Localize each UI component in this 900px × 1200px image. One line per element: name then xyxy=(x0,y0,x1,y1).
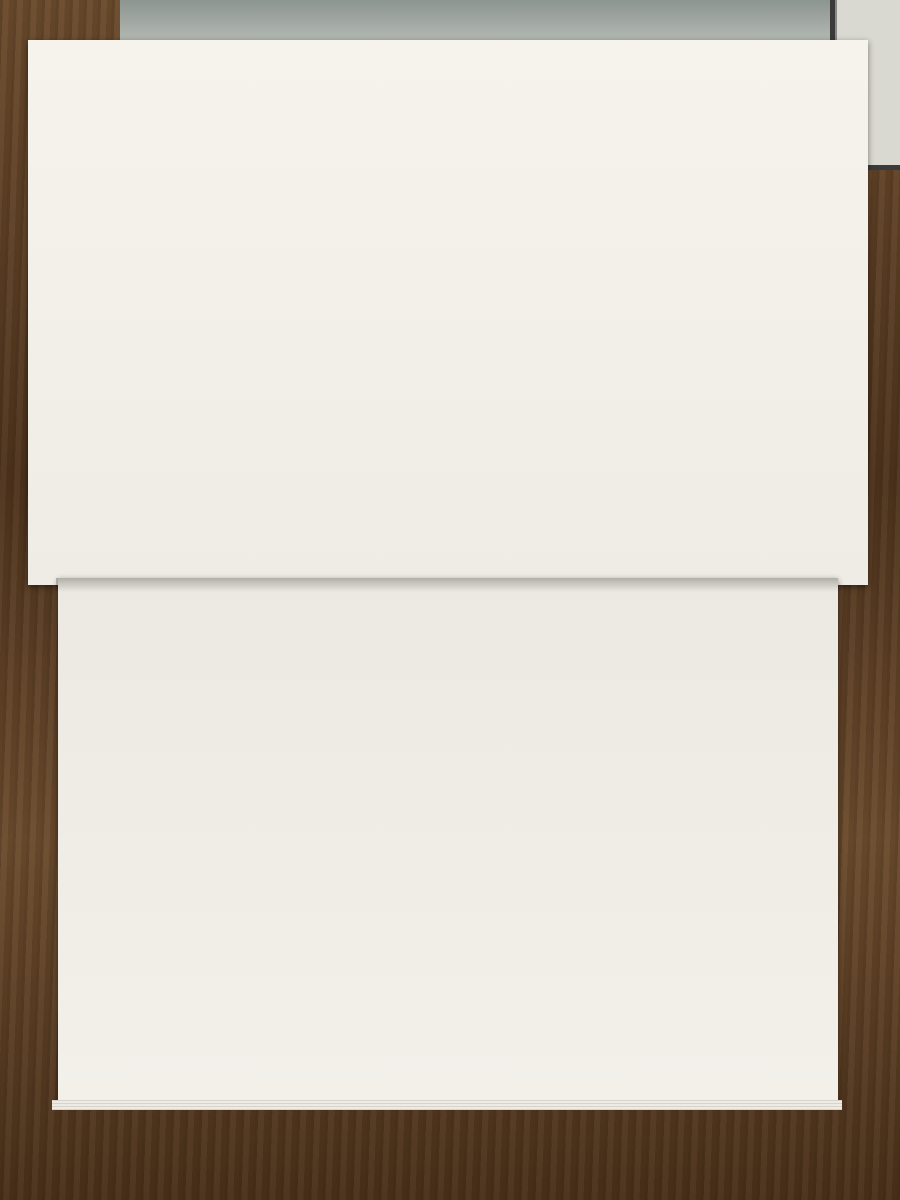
page-edges xyxy=(52,1100,842,1110)
right-page-text xyxy=(50,585,810,1095)
left-page-text xyxy=(58,55,848,575)
book-back-cover xyxy=(120,0,900,45)
